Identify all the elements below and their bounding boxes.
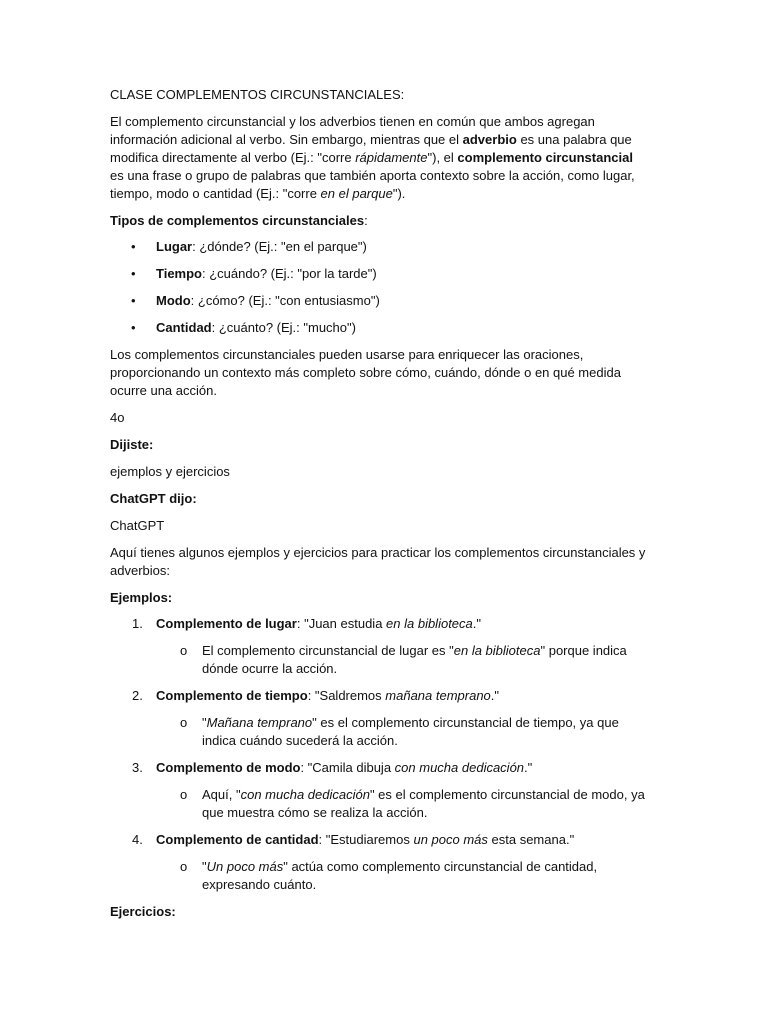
type-text: : ¿cómo? (Ej.: "con entusiasmo") bbox=[190, 293, 380, 308]
list-item bbox=[110, 319, 646, 337]
assistant-label bbox=[110, 490, 646, 508]
sub-italic: Un poco más bbox=[206, 859, 284, 874]
intro-text-2: es una palabra que modifica directamente al verbo (Ej.: "corre bbox=[110, 132, 632, 165]
types-heading-text: Tipos de complementos circunstanciales bbox=[110, 213, 365, 228]
assistant-label-text: ChatGPT dijo: bbox=[110, 491, 197, 506]
type-label: Tiempo bbox=[156, 266, 202, 281]
sub-text-end: " es el complemento circunstancial de tiempo, ya que indica cuándo sucederá la acción. bbox=[202, 715, 619, 748]
bullet-icon: • bbox=[131, 293, 136, 308]
bullet-icon: • bbox=[131, 266, 136, 281]
sub-text-end: " es el complemento circunstancial de modo, ya que muestra cómo se realiza la acción. bbox=[202, 787, 645, 820]
sub-italic: en la biblioteca bbox=[453, 643, 541, 658]
sub-text-end: " actúa como complemento circunstancial de cantidad, expresando cuánto. bbox=[202, 859, 598, 892]
sub-text: " bbox=[202, 859, 207, 874]
type-label: Modo bbox=[156, 293, 191, 308]
types-heading-colon: : bbox=[364, 213, 368, 228]
sub-text: Aquí, " bbox=[202, 787, 241, 802]
example-text: : "Estudiaremos bbox=[318, 832, 414, 847]
example-text: : "Saldremos bbox=[307, 688, 386, 703]
intro-bold-complemento: complemento circunstancial bbox=[457, 150, 633, 165]
sub-item bbox=[110, 858, 646, 894]
example-italic: mañana temprano bbox=[385, 688, 491, 703]
example-text: : "Camila dibuja bbox=[300, 760, 395, 775]
list-item bbox=[110, 615, 646, 633]
circle-bullet-icon: o bbox=[180, 787, 188, 802]
example-italic: un poco más bbox=[413, 832, 488, 847]
sub-text-end: " porque indica dónde ocurre la acción. bbox=[202, 643, 627, 676]
example-text-end: ." bbox=[524, 760, 533, 775]
intro-text-1: El complemento circunstancial y los adverbios tienen en común que ambos agregan información adicional al verbo. Sin embargo, mientras que el bbox=[110, 114, 595, 147]
intro-text-5: "). bbox=[392, 186, 406, 201]
list-item bbox=[110, 687, 646, 705]
list-item bbox=[110, 759, 646, 777]
example-italic: con mucha dedicación bbox=[394, 760, 525, 775]
example-text-end: esta semana." bbox=[487, 832, 575, 847]
user-label-text: Dijiste: bbox=[110, 437, 154, 452]
exercises-heading-text: Ejercicios: bbox=[110, 904, 176, 919]
item-number: 4. bbox=[132, 832, 143, 847]
assistant-name: ChatGPT bbox=[110, 518, 165, 533]
intro-bold-adverbio: adverbio bbox=[462, 132, 517, 147]
item-number: 3. bbox=[132, 760, 143, 775]
type-text: : ¿dónde? (Ej.: "en el parque") bbox=[192, 239, 367, 254]
sub-text: " bbox=[202, 715, 207, 730]
type-label: Cantidad bbox=[156, 320, 212, 335]
exercises-heading bbox=[110, 903, 646, 921]
type-text: : ¿cuánto? (Ej.: "mucho") bbox=[211, 320, 356, 335]
example-text-end: ." bbox=[472, 616, 481, 631]
list-item bbox=[110, 265, 646, 283]
circle-bullet-icon: o bbox=[180, 859, 188, 874]
example-text: : "Juan estudia bbox=[296, 616, 387, 631]
example-text-end: ." bbox=[490, 688, 500, 703]
circle-bullet-icon: o bbox=[180, 643, 188, 658]
sub-italic: Mañana temprano bbox=[206, 715, 313, 730]
example-label: Complemento de lugar bbox=[156, 616, 297, 631]
item-number: 1. bbox=[132, 616, 143, 631]
list-item bbox=[110, 238, 646, 256]
sub-item bbox=[110, 714, 646, 750]
user-label bbox=[110, 436, 646, 454]
intro-text-4: es una frase o grupo de palabras que también aporta contexto sobre la acción, como lugar, tiempo, modo o cantidad (Ej.: "corre bbox=[110, 168, 635, 201]
example-label: Complemento de modo bbox=[156, 760, 301, 775]
example-label: Complemento de tiempo bbox=[156, 688, 308, 703]
item-number: 2. bbox=[132, 688, 143, 703]
model-label: 4o bbox=[110, 410, 125, 425]
sub-item bbox=[110, 642, 646, 678]
types-heading bbox=[110, 212, 646, 230]
user-message: ejemplos y ejercicios bbox=[110, 464, 230, 479]
summary-paragraph: Los complementos circunstanciales pueden usarse para enriquecer las oraciones, proporcionando un contexto más completo sobre cómo, cuándo, dónde o en qué medida ocurre una acción. bbox=[110, 347, 621, 398]
assistant-intro: Aquí tienes algunos ejemplos y ejercicios para practicar los complementos circunstanciales y adverbios: bbox=[110, 545, 646, 578]
circle-bullet-icon: o bbox=[180, 715, 188, 730]
type-text: : ¿cuándo? (Ej.: "por la tarde") bbox=[202, 266, 377, 281]
type-label: Lugar bbox=[156, 239, 193, 254]
list-item bbox=[110, 831, 646, 849]
sub-text: El complemento circunstancial de lugar es " bbox=[202, 643, 454, 658]
bullet-icon: • bbox=[131, 239, 136, 254]
types-list bbox=[110, 238, 646, 337]
bullet-icon: • bbox=[131, 320, 136, 335]
sub-italic: con mucha dedicación bbox=[240, 787, 370, 802]
example-label: Complemento de cantidad bbox=[156, 832, 319, 847]
examples-heading bbox=[110, 589, 646, 607]
examples-list bbox=[110, 615, 646, 894]
intro-text-3: "), el bbox=[427, 150, 458, 165]
sub-item bbox=[110, 786, 646, 822]
intro-italic-rapidamente: rápidamente bbox=[355, 150, 428, 165]
document-title: CLASE COMPLEMENTOS CIRCUNSTANCIALES: bbox=[110, 87, 405, 102]
example-italic: en la biblioteca bbox=[386, 616, 473, 631]
examples-heading-text: Ejemplos: bbox=[110, 590, 173, 605]
list-item bbox=[110, 292, 646, 310]
intro-paragraph bbox=[110, 113, 646, 203]
intro-italic-parque: en el parque bbox=[320, 186, 393, 201]
